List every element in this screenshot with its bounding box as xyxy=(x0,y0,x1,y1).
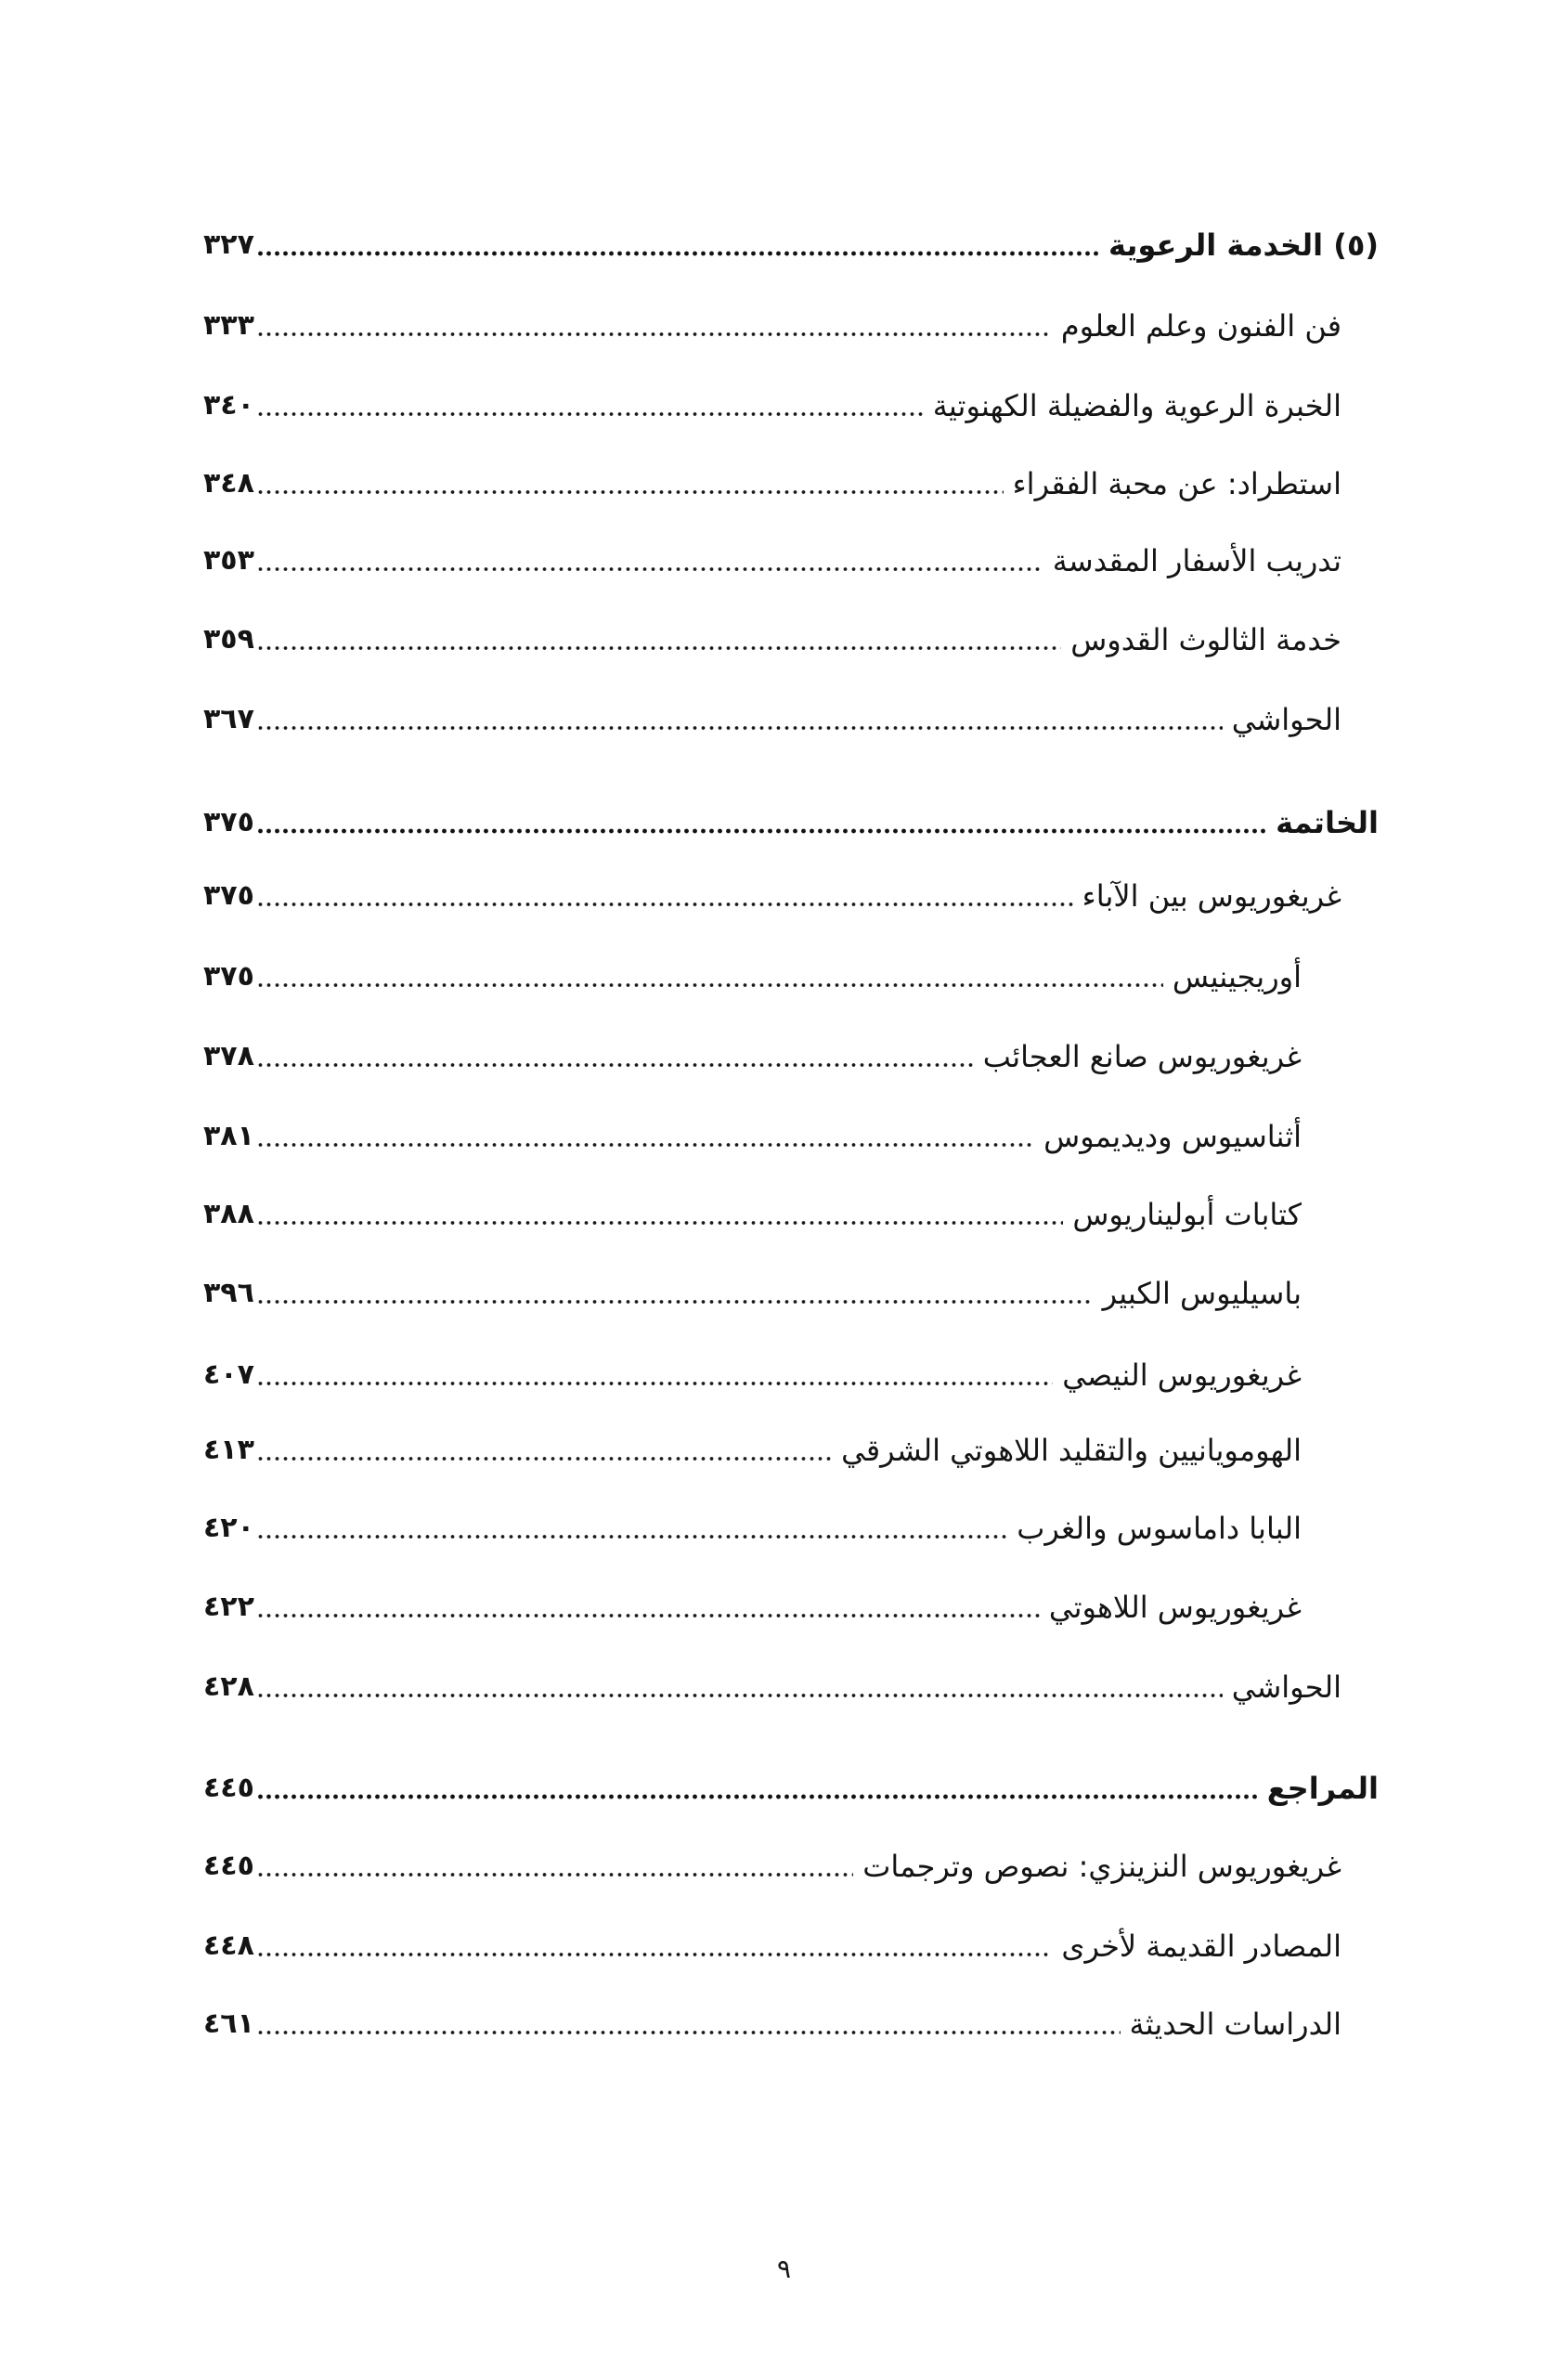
toc-entry-title: غريغوريوس النزينزي: نصوص وترجمات xyxy=(862,1849,1341,1884)
toc-subentry xyxy=(203,1349,1302,1401)
toc-entry-title: الحواشي xyxy=(1231,702,1341,737)
dot-leader xyxy=(256,981,1163,990)
toc-subentry xyxy=(203,951,1302,1003)
toc-entry-title: غريغوريوس اللاهوتي xyxy=(1048,1590,1302,1625)
dot-leader xyxy=(256,1297,1094,1306)
toc-entry-title: كتابات أبوليناريوس xyxy=(1072,1197,1302,1232)
toc-entry-title: البابا داماسوس والغرب xyxy=(1017,1511,1302,1546)
page-footer-number: ٩ xyxy=(776,2254,792,2284)
toc-entry xyxy=(203,1920,1341,1972)
toc-entry xyxy=(203,1661,1341,1713)
toc-page-number: ٤٤٥ xyxy=(203,1772,254,1804)
dot-leader xyxy=(256,1454,832,1463)
toc-entry xyxy=(203,1998,1341,2050)
toc-entry-title: الدراسات الحديثة xyxy=(1129,2007,1341,2042)
toc-entry xyxy=(203,300,1341,352)
toc-subentry xyxy=(203,1111,1302,1163)
toc-subentry xyxy=(203,1424,1302,1476)
toc-page-number: ٤٦١ xyxy=(203,2007,254,2040)
dot-leader xyxy=(256,409,924,419)
toc-entry-title: أوريجينيس xyxy=(1172,959,1302,994)
toc-heading xyxy=(203,797,1379,849)
toc-subentry xyxy=(203,1502,1302,1554)
toc-entry-title: خدمة الثالوث القدوس xyxy=(1070,622,1341,657)
toc-heading xyxy=(203,219,1379,271)
dot-leader xyxy=(256,826,1266,836)
toc-entry xyxy=(203,614,1341,666)
toc-entry-title: (٥) الخدمة الرعوية xyxy=(1108,227,1379,263)
toc-subentry xyxy=(203,1188,1302,1240)
toc-entry-title: المصادر القديمة لأخرى xyxy=(1061,1929,1341,1964)
toc-entry xyxy=(203,535,1341,587)
dot-leader xyxy=(256,1532,1007,1541)
toc-page-number: ٤٤٥ xyxy=(203,1850,254,1882)
toc-entry xyxy=(203,1840,1341,1892)
toc-page-number: ٣٧٥ xyxy=(203,806,254,838)
dot-leader xyxy=(256,1218,1063,1227)
toc-entry-title: الحواشي xyxy=(1231,1669,1341,1705)
toc-page-number: ٣٧٥ xyxy=(203,960,254,993)
toc-page-number: ٣٣٣ xyxy=(203,309,254,342)
dot-leader xyxy=(256,1060,974,1070)
toc-page-number: ٣٦٧ xyxy=(203,703,254,735)
toc-page-number: ٣٤٨ xyxy=(203,467,254,500)
toc-subentry xyxy=(203,1031,1302,1083)
toc-subentry xyxy=(203,1581,1302,1633)
toc-entry-title: فن الفنون وعلم العلوم xyxy=(1060,308,1341,344)
toc-entry xyxy=(203,380,1341,432)
toc-page-number: ٣٨٨ xyxy=(203,1198,254,1230)
toc-page-number: ٤٤٨ xyxy=(203,1929,254,1962)
toc-page-number: ٣٢٧ xyxy=(203,228,254,261)
toc-page-number: ٣٧٥ xyxy=(203,879,254,912)
toc-entry-title: غريغوريوس النيصي xyxy=(1062,1357,1302,1393)
toc-page-number: ٣٨١ xyxy=(203,1120,254,1152)
toc-entry xyxy=(203,870,1341,922)
dot-leader xyxy=(256,1379,1053,1388)
toc-entry-title: أثناسيوس وديديموس xyxy=(1043,1119,1302,1154)
dot-leader xyxy=(256,1611,1040,1620)
toc-entry-title: المراجع xyxy=(1266,1771,1379,1806)
dot-leader xyxy=(256,1950,1052,1959)
toc-page-number: ٤٢٢ xyxy=(203,1591,254,1623)
toc-page-number: ٣٩٦ xyxy=(203,1277,254,1309)
toc-page-number: ٤١٣ xyxy=(203,1434,254,1466)
toc-entry-title: الخبرة الرعوية والفضيلة الكهنوتية xyxy=(932,388,1341,423)
toc-page-number: ٣٥٣ xyxy=(203,544,254,577)
toc-entry-title: غريغوريوس بين الآباء xyxy=(1082,878,1341,914)
dot-leader xyxy=(256,723,1223,733)
toc-page-number: ٤٢٨ xyxy=(203,1670,254,1703)
dot-leader xyxy=(256,487,1004,497)
toc-subentry xyxy=(203,1267,1302,1319)
dot-leader xyxy=(256,1792,1258,1801)
toc-entry-title: الخاتمة xyxy=(1276,805,1379,840)
dot-leader xyxy=(256,1691,1223,1700)
dot-leader xyxy=(256,643,1061,653)
toc-entry xyxy=(203,458,1341,510)
toc-entry-title: استطراد: عن محبة الفقراء xyxy=(1012,466,1341,501)
toc-entry-title: باسيليوس الكبير xyxy=(1102,1276,1302,1311)
toc-page-number: ٣٤٠ xyxy=(203,389,254,422)
dot-leader xyxy=(256,1140,1034,1150)
toc-page-number: ٣٧٨ xyxy=(203,1040,254,1072)
toc-heading xyxy=(203,1762,1379,1814)
toc-page-number: ٤٢٠ xyxy=(203,1512,254,1544)
toc-entry-title: تدريب الأسفار المقدسة xyxy=(1052,543,1341,578)
toc-page-number: ٣٥٩ xyxy=(203,623,254,656)
dot-leader xyxy=(256,249,1099,258)
dot-leader xyxy=(256,900,1073,909)
toc-entry xyxy=(203,694,1341,746)
toc-entry-title: غريغوريوس صانع العجائب xyxy=(982,1039,1302,1074)
toc-page-number: ٤٠٧ xyxy=(203,1358,254,1391)
dot-leader xyxy=(256,1870,853,1879)
dot-leader xyxy=(256,565,1043,574)
dot-leader xyxy=(256,330,1052,339)
toc-entry-title: الهومويانيين والتقليد اللاهوتي الشرقي xyxy=(841,1433,1302,1468)
dot-leader xyxy=(256,2028,1121,2037)
